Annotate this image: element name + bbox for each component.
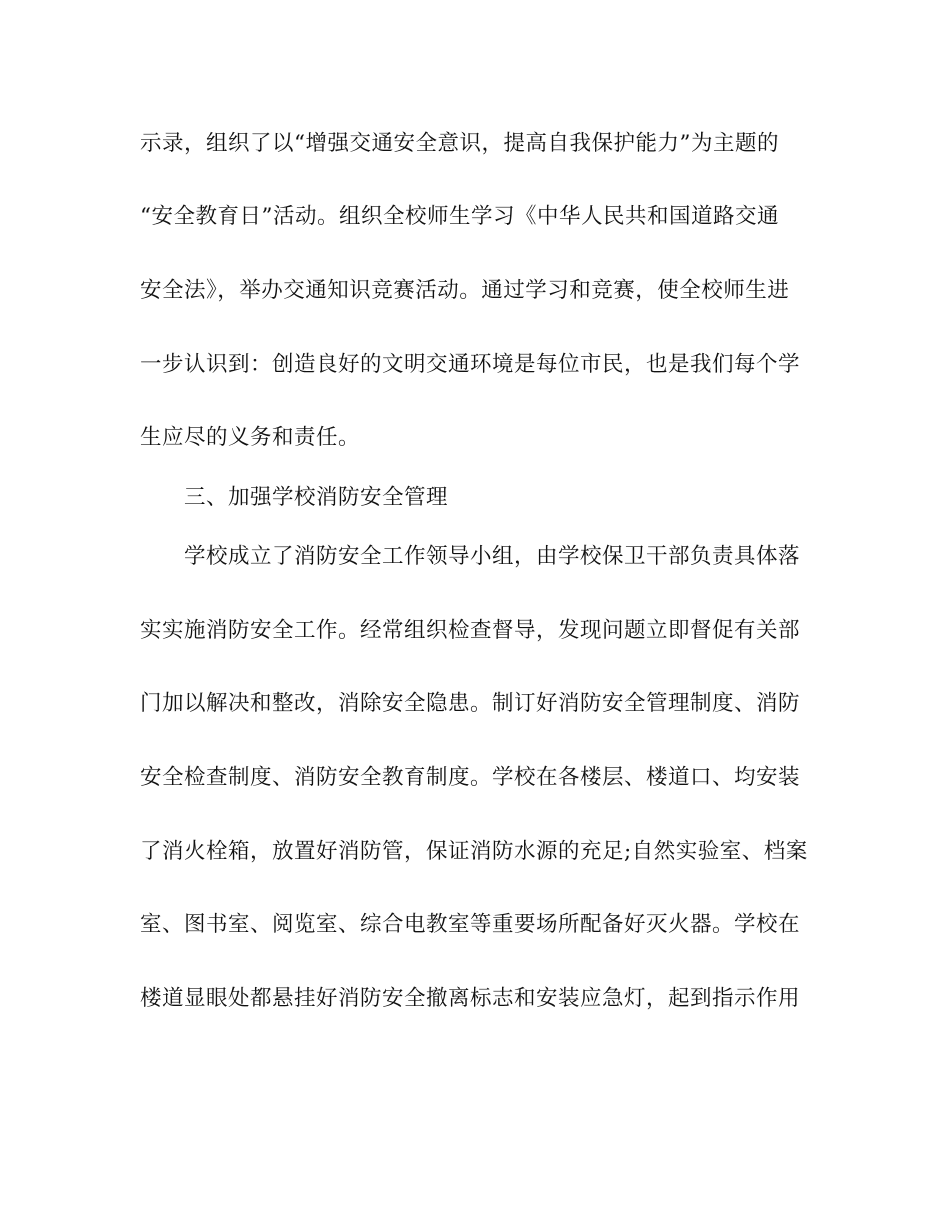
section-heading: 三、加强学校消防安全管理 [184, 485, 449, 510]
paragraph-2-line-3: 门加以解决和整改，消除安全隐患。制订好消防安全管理制度、消防 [140, 691, 801, 716]
paragraph-1-line-3: 安全法》，举办交通知识竞赛活动。通过学习和竞赛，使全校师生进 [140, 278, 790, 303]
paragraph-1-line-2: “安全教育日”活动。组织全校师生学习《中华人民共和国道路交通 [140, 204, 779, 229]
paragraph-2-line-5: 了消火栓箱，放置好消防管，保证消防水源的充足;自然实验室、档案 [140, 839, 808, 864]
paragraph-1-line-1: 示录，组织了以“增强交通安全意识，提高自我保护能力”为主题的 [140, 131, 779, 156]
paragraph-1-line-5: 生应尽的义务和责任。 [140, 425, 361, 450]
paragraph-2-line-4: 安全检查制度、消防安全教育制度。学校在各楼层、楼道口、均安装 [140, 765, 801, 790]
paragraph-2-line-1: 学校成立了消防安全工作领导小组，由学校保卫干部负责具体落 [184, 544, 801, 569]
paragraph-1-line-4: 一步认识到：创造良好的文明交通环境是每位市民，也是我们每个学 [140, 352, 801, 377]
paragraph-2-line-7: 楼道显眼处都悬挂好消防安全撤离标志和安装应急灯，起到指示作用 [140, 986, 801, 1011]
paragraph-2-line-2: 实实施消防安全工作。经常组织检查督导，发现问题立即督促有关部 [140, 618, 801, 643]
paragraph-2-line-6: 室、图书室、阅览室、综合电教室等重要场所配备好灭火器。学校在 [140, 912, 801, 937]
